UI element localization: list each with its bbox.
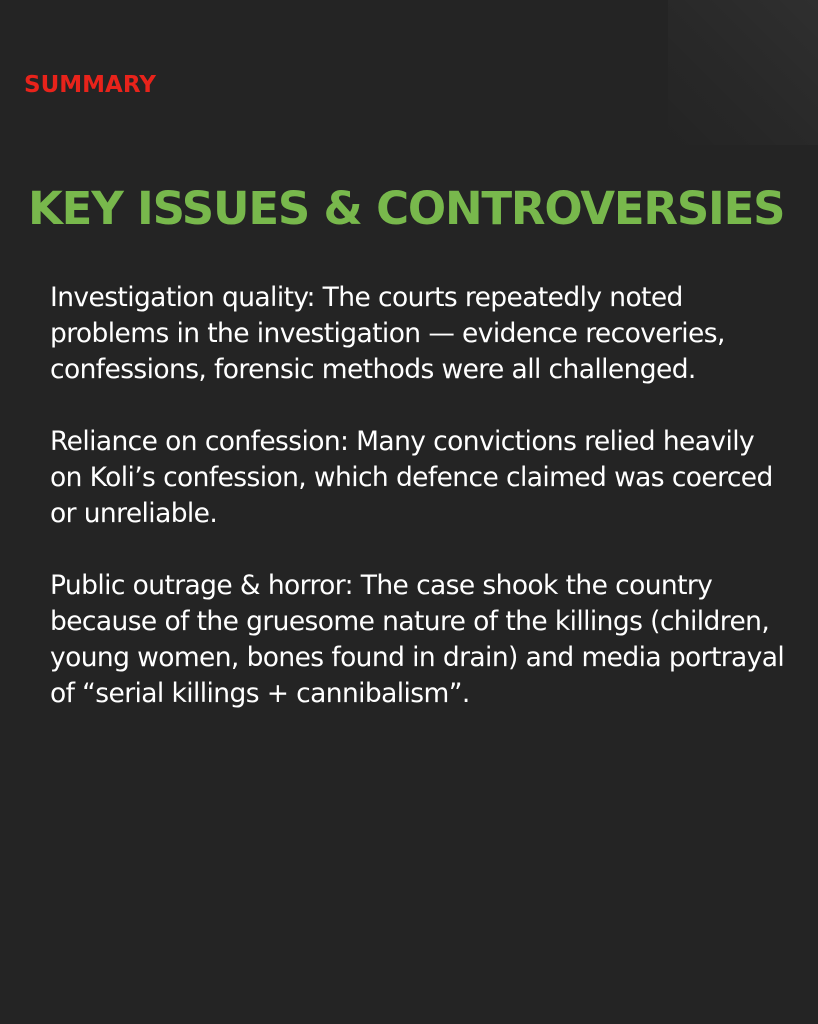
issue-reliance-on-confession: Reliance on confession: Many convictions relied heavily on Koli’s confession, which defence claimed was coerced or unreliable.: [50, 426, 773, 529]
issues-list: [50, 280, 790, 748]
corner-shade: [668, 0, 818, 145]
issue-public-outrage: Public outrage & horror: The case shook the country because of the gruesome nature of the killings (children, young women, bones found in drain) and media portrayal of “serial killings + cannibalism”.: [50, 570, 785, 709]
section-label: SUMMARY: [24, 72, 156, 98]
page-heading: KEY ISSUES & CONTROVERSIES: [28, 182, 785, 235]
issue-investigation-quality: Investigation quality: The courts repeatedly noted problems in the investigation — evidence recoveries, confessions, forensic methods were all challenged.: [50, 282, 725, 385]
